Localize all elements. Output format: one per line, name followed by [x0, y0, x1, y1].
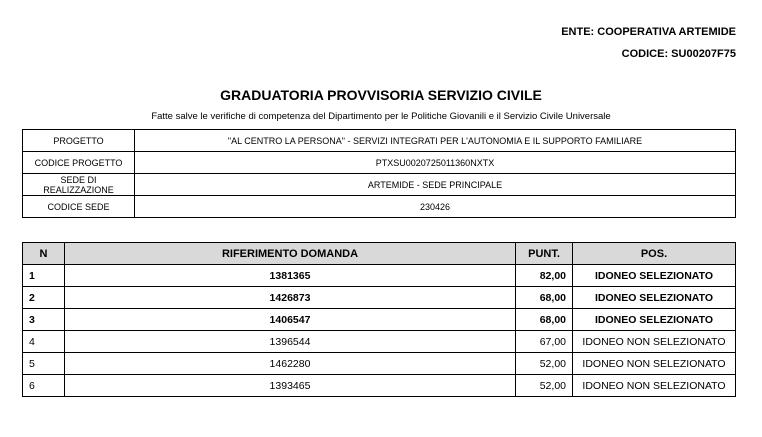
cell-posizione: IDONEO SELEZIONATO	[573, 265, 736, 287]
info-label: CODICE PROGETTO	[23, 152, 135, 174]
ente-code: CODICE: SU00207F75	[621, 48, 736, 60]
cell-n: 2	[23, 287, 65, 309]
column-header-n: N	[23, 243, 65, 265]
cell-punteggio: 68,00	[516, 287, 573, 309]
cell-punteggio: 52,00	[516, 353, 573, 375]
cell-punteggio: 82,00	[516, 265, 573, 287]
document-subtitle: Fatte salve le verifiche di competenza del Dipartimento per le Politiche Giovanili e il Servizio Civile Universale	[151, 111, 611, 122]
info-label: SEDE DI REALIZZAZIONE	[23, 174, 135, 196]
info-label: PROGETTO	[23, 130, 135, 152]
cell-punteggio: 68,00	[516, 309, 573, 331]
cell-posizione: IDONEO NON SELEZIONATO	[573, 353, 736, 375]
column-header-punteggio: PUNT.	[516, 243, 573, 265]
cell-riferimento: 1426873	[65, 287, 516, 309]
cell-posizione: IDONEO NON SELEZIONATO	[573, 331, 736, 353]
cell-punteggio: 52,00	[516, 375, 573, 397]
cell-posizione: IDONEO NON SELEZIONATO	[573, 375, 736, 397]
document-title: GRADUATORIA PROVVISORIA SERVIZIO CIVILE	[220, 87, 542, 103]
table-row	[23, 309, 736, 331]
ranking-header-row	[23, 243, 736, 265]
cell-riferimento: 1462280	[65, 353, 516, 375]
table-row	[23, 265, 736, 287]
ente-name: ENTE: COOPERATIVA ARTEMIDE	[561, 26, 736, 38]
info-value: PTXSU0020725011360NXTX	[135, 152, 736, 174]
cell-n: 4	[23, 331, 65, 353]
organization-header	[561, 21, 736, 65]
table-row	[23, 287, 736, 309]
info-label: CODICE SEDE	[23, 196, 135, 218]
table-row	[23, 331, 736, 353]
cell-n: 5	[23, 353, 65, 375]
cell-riferimento: 1406547	[65, 309, 516, 331]
info-value: 230426	[135, 196, 736, 218]
cell-n: 1	[23, 265, 65, 287]
table-row	[23, 353, 736, 375]
cell-riferimento: 1393465	[65, 375, 516, 397]
info-row-progetto	[23, 130, 736, 152]
column-header-riferimento: RIFERIMENTO DOMANDA	[65, 243, 516, 265]
cell-n: 3	[23, 309, 65, 331]
info-value: "AL CENTRO LA PERSONA" - SERVIZI INTEGRATI PER L'AUTONOMIA E IL SUPPORTO FAMILIARE	[135, 130, 736, 152]
cell-riferimento: 1381365	[65, 265, 516, 287]
info-row-sede	[23, 174, 736, 196]
info-row-codice-sede	[23, 196, 736, 218]
cell-riferimento: 1396544	[65, 331, 516, 353]
cell-posizione: IDONEO SELEZIONATO	[573, 287, 736, 309]
info-value: ARTEMIDE - SEDE PRINCIPALE	[135, 174, 736, 196]
table-row	[23, 375, 736, 397]
cell-posizione: IDONEO SELEZIONATO	[573, 309, 736, 331]
info-row-codice-progetto	[23, 152, 736, 174]
cell-punteggio: 67,00	[516, 331, 573, 353]
ranking-table	[22, 242, 736, 397]
cell-n: 6	[23, 375, 65, 397]
project-info-table	[22, 129, 736, 218]
column-header-posizione: POS.	[573, 243, 736, 265]
